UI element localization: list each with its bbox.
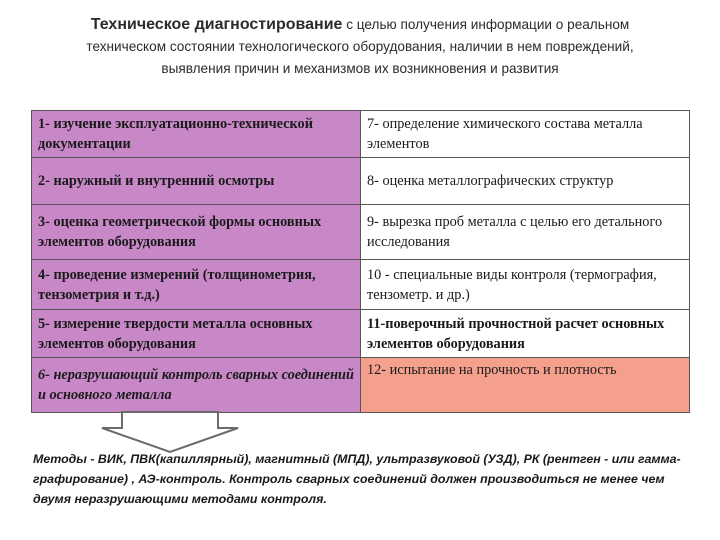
table-row [32,310,690,358]
table-cell-right: 10 - специальные виды контроля (термография, тензометр. и др.) [361,260,690,310]
table-cell-left: 1- изучение эксплуатационно-технической документации [32,111,361,158]
table-cell-left: 4- проведение измерений (толщинометрия, тензометрия и т.д.) [32,260,361,310]
table-cell-right: 11-поверочный прочностной расчет основных элементов оборудования [361,310,690,358]
diagnostics-table [31,110,690,413]
table-row [32,260,690,310]
table-row [32,111,690,158]
table-cell-left: 5- измерение твердости металла основных элементов оборудования [32,310,361,358]
down-arrow-icon [100,410,240,454]
table-cell-right: 7- определение химического состава металла элементов [361,111,690,158]
title-line-3: выявления причин и механизмов их возникновения и развития [161,61,559,76]
table-cell-right: 8- оценка металлографических структур [361,158,690,205]
methods-text: Методы - ВИК, ПВК(капиллярный), магнитный (МПД), ультразвуковой (УЗД), РК (рентген - или гамма-графирование) , АЭ-контроль. Контроль сварных соединений должен производиться не менее чем двумя неразрушающими методами контроля. [33,452,681,506]
table-row [32,205,690,260]
table-row [32,358,690,413]
title-line-2: техническом состоянии технологического оборудования, наличии в нем повреждений, [86,39,634,54]
title-rest: с целью получения информации о реальном [342,17,630,32]
table-row [32,158,690,205]
table-cell-right: 9- вырезка проб металла с целью его детального исследования [361,205,690,260]
title-line-1 [20,14,700,36]
table-cell-left: 2- наружный и внутренний осмотры [32,158,361,205]
title-block [20,14,700,80]
table-cell-left: 3- оценка геометрической формы основных элементов оборудования [32,205,361,260]
table-cell-right-highlight: 12- испытание на прочность и плотность [361,358,690,413]
title-strong: Техническое диагностирование [90,16,343,33]
table-cell-left: 6- неразрушающий контроль сварных соединений и основного металла [32,358,361,413]
